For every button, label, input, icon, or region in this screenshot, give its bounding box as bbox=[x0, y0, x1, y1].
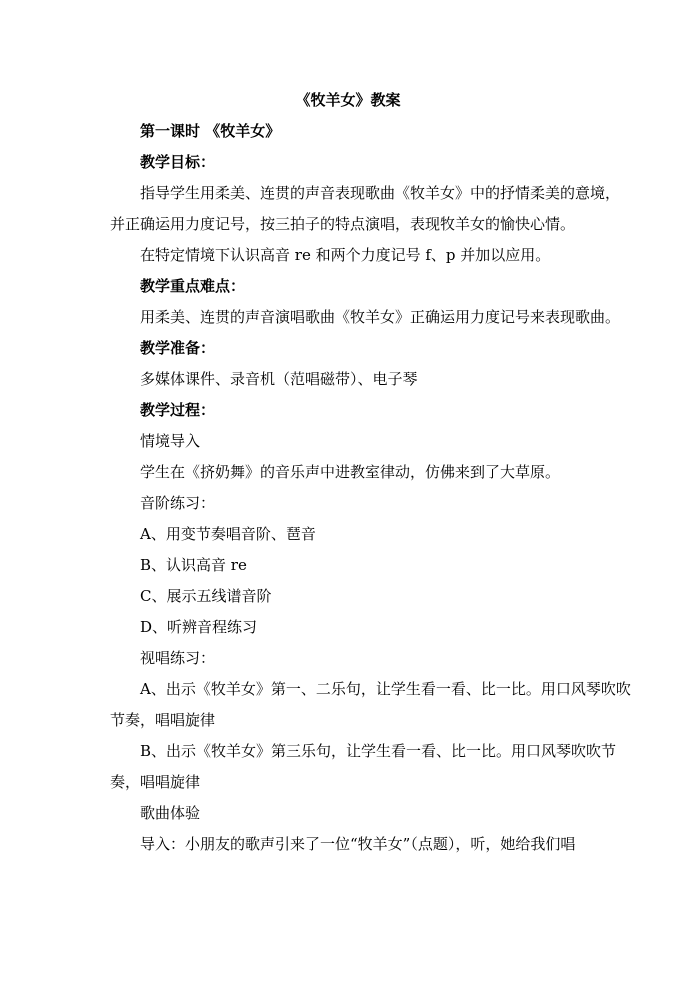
intro-label: 情境导入 bbox=[140, 432, 201, 450]
scale-item-a: A、用变节奏唱音阶、琶音 bbox=[140, 525, 316, 543]
preparation-heading: 教学准备： bbox=[140, 339, 216, 357]
key-points-paragraph: 用柔美、连贯的声音演唱歌曲《牧羊女》正确运用力度记号来表现歌曲。 bbox=[140, 308, 621, 326]
sight-singing-item-b: B、出示《牧羊女》第三乐句，让学生看一看、比一比。用口风琴吹吹节奏，唱唱旋律 bbox=[110, 742, 617, 791]
scale-item-b: B、认识高音 re bbox=[140, 556, 247, 574]
lesson-heading: 第一课时 《牧羊女》 bbox=[140, 122, 281, 140]
goal-paragraph-1: 指导学生用柔美、连贯的声音表现歌曲《牧羊女》中的抒情柔美的意境，并正确运用力度记号，按三拍子的特点演唱，表现牧羊女的愉快心情。 bbox=[110, 184, 621, 233]
intro-paragraph: 学生在《挤奶舞》的音乐声中进教室律动，仿佛来到了大草原。 bbox=[140, 463, 561, 481]
sight-singing-item-a: A、出示《牧羊女》第一、二乐句，让学生看一看、比一比。用口风琴吹吹节奏，唱唱旋律 bbox=[110, 680, 631, 729]
process-heading: 教学过程： bbox=[140, 401, 216, 419]
document-body bbox=[110, 116, 634, 860]
goals-heading: 教学目标： bbox=[140, 153, 216, 171]
scale-item-d: D、听辨音程练习 bbox=[140, 618, 258, 636]
sight-singing-label: 视唱练习： bbox=[140, 649, 216, 667]
goal-paragraph-2: 在特定情境下认识高音 re 和两个力度记号 f、p 并加以应用。 bbox=[140, 246, 551, 264]
document-title: 《牧羊女》教案 bbox=[295, 91, 401, 109]
preparation-paragraph: 多媒体课件、录音机（范唱磁带）、电子琴 bbox=[140, 370, 418, 388]
scale-practice-label: 音阶练习： bbox=[140, 494, 216, 512]
scale-item-c: C、展示五线谱音阶 bbox=[140, 587, 272, 605]
song-experience-label: 歌曲体验 bbox=[140, 804, 201, 822]
song-intro-paragraph: 导入：小朋友的歌声引来了一位“牧羊女”（点题），听，她给我们唱 bbox=[140, 835, 576, 853]
key-points-heading: 教学重点难点： bbox=[140, 277, 246, 295]
